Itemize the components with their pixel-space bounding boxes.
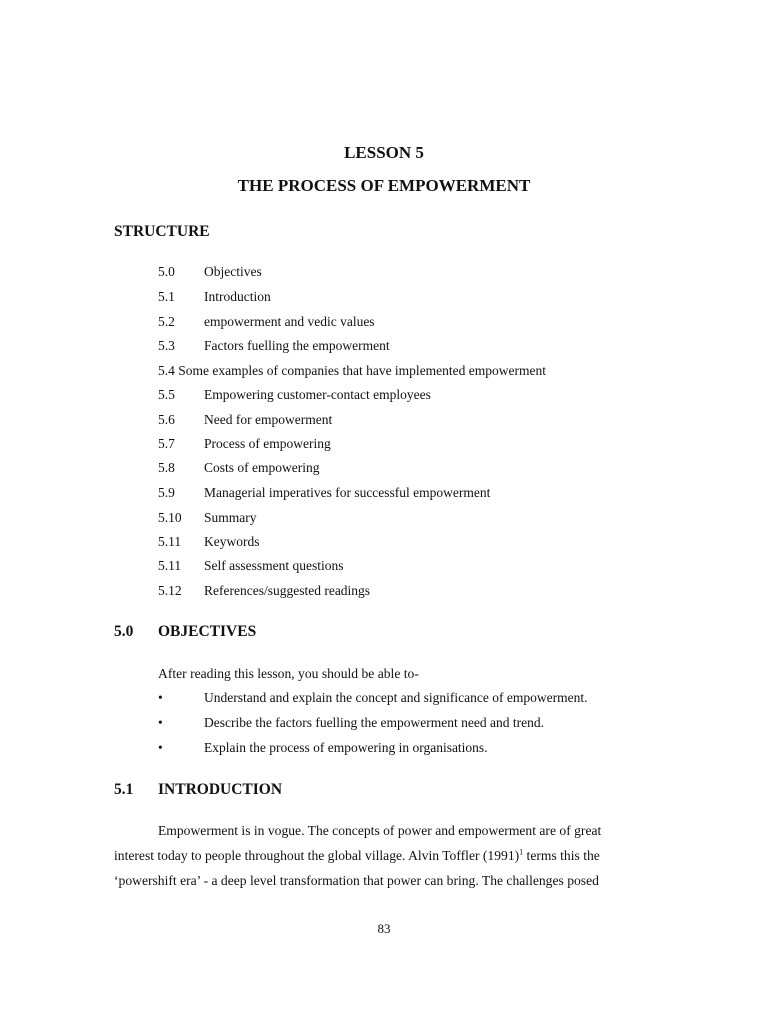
structure-item-number: 5.1: [158, 289, 175, 304]
introduction-text: interest today to people throughout the global village. Alvin Toffler (1991): [114, 848, 520, 863]
structure-item-number: 5.12: [158, 583, 182, 598]
structure-item-number: 5.9: [158, 485, 175, 500]
structure-item-label: Factors fuelling the empowerment: [204, 338, 390, 353]
introduction-line: [114, 848, 600, 864]
structure-heading: STRUCTURE: [114, 223, 210, 240]
lesson-title: THE PROCESS OF EMPOWERMENT: [237, 176, 531, 195]
bullet-icon: •: [158, 740, 163, 755]
section-number: 5.1: [114, 781, 134, 798]
structure-item-number: 5.2: [158, 314, 175, 329]
structure-item-label: Some examples of companies that have implemented empowerment: [178, 363, 547, 378]
structure-item-label: Introduction: [204, 289, 271, 304]
page-number: 83: [377, 921, 391, 936]
objective-item: Describe the factors fuelling the empowerment need and trend.: [204, 715, 544, 730]
structure-item-label: References/suggested readings: [204, 583, 371, 598]
bullet-icon: •: [158, 690, 163, 705]
structure-item-number: 5.11: [158, 558, 182, 573]
structure-item-inline: [158, 363, 546, 379]
bullet-icon: •: [158, 715, 163, 730]
structure-item-label: empowerment and vedic values: [204, 314, 375, 329]
objective-item: Understand and explain the concept and significance of empowerment.: [204, 690, 588, 705]
structure-item-number: 5.4: [158, 363, 175, 378]
structure-item-label: Process of empowering: [204, 436, 331, 451]
structure-item-number: 5.10: [158, 510, 182, 525]
structure-item-label: Managerial imperatives for successful empowerment: [204, 485, 491, 500]
structure-item-label: Empowering customer-contact employees: [204, 387, 431, 402]
structure-item-number: 5.0: [158, 264, 175, 279]
objectives-intro: After reading this lesson, you should be able to-: [158, 666, 419, 681]
structure-item-number: 5.8: [158, 460, 175, 475]
structure-item-number: 5.7: [158, 436, 175, 451]
section-heading-introduction: INTRODUCTION: [158, 781, 283, 798]
structure-item-label: Objectives: [204, 264, 262, 279]
structure-item-label: Costs of empowering: [204, 460, 320, 475]
structure-item-label: Summary: [204, 510, 257, 525]
introduction-line: Empowerment is in vogue. The concepts of power and empowerment are of great: [158, 823, 602, 838]
footnote-reference: 1: [519, 847, 524, 857]
introduction-line: ‘powershift era’ - a deep level transformation that power can bring. The challenges posed: [114, 873, 599, 888]
structure-item-number: 5.6: [158, 412, 175, 427]
structure-item-label: Self assessment questions: [204, 558, 344, 573]
objective-item: Explain the process of empowering in organisations.: [204, 740, 488, 755]
structure-item-label: Keywords: [204, 534, 260, 549]
section-number: 5.0: [114, 623, 134, 640]
structure-item-number: 5.3: [158, 338, 175, 353]
structure-item-number: 5.5: [158, 387, 175, 402]
section-heading-objectives: OBJECTIVES: [158, 623, 257, 640]
structure-item-label: Need for empowerment: [204, 412, 333, 427]
introduction-text: terms this the: [523, 848, 600, 863]
lesson-number: LESSON 5: [344, 143, 424, 162]
structure-item-number: 5.11: [158, 534, 182, 549]
